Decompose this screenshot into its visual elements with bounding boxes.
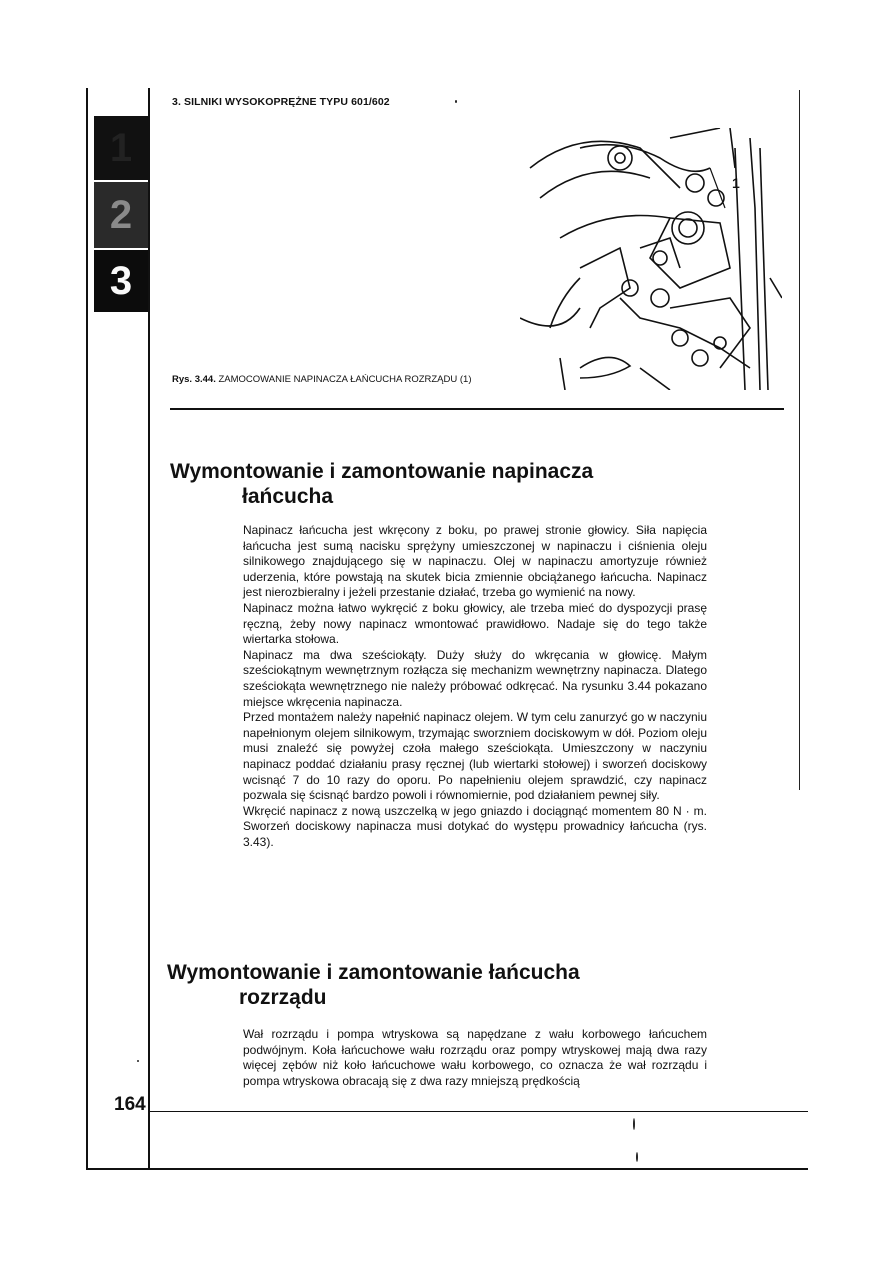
paragraph: Przed montażem należy napełnić napinacz olejem. W tym celu zanurzyć go w naczyniu napełnionym olejem silnikowym, trzymając sworzniem dociskowym w dół. Poziom oleju musi znaleźć się powyżej czoła małego sześciokąta. Umieszczony w naczyniu napinacz poddać działaniu prasy ręcznej (lub wiertarki stołowej) i sworzeń dociskowy wcisnąć 7 do 10 razy do oporu. Po napełnieniu olejem sprawdzić, czy napinacz pozwala się ścisnąć bardzo powoli i równomiernie, pod działaniem pewnej siły. xyxy=(243,710,707,803)
paragraph: Napinacz łańcucha jest wkręcony z boku, po prawej stronie głowicy. Siła napięcia łańcucha jest sumą nacisku sprężyny umieszczonej w napinaczu i ciśnienia oleju silnikowego znajdującego się w napinaczu. Olej w napinaczu amortyzuje również uderzenia, które powstają na skutek bicia zmiennie obciążanego łańcucha. Napinacz jest nierozbieralny i jeżeli przestanie działać, trzeba go wymienić na nowy. xyxy=(243,523,707,600)
section-1-body xyxy=(243,523,707,850)
footer-rule xyxy=(148,1111,808,1112)
chapter-tab-2: 2 xyxy=(94,182,148,248)
section-2-title-line-1: Wymontowanie i zamontowanie łańcucha xyxy=(167,961,580,984)
chapter-tab-1: 1 xyxy=(94,116,148,180)
scan-speck xyxy=(137,1060,139,1062)
figure-caption xyxy=(172,374,472,385)
chapter-tabs xyxy=(94,116,148,314)
paragraph: Napinacz można łatwo wykręcić z boku głowicy, ale trzeba mieć do dyspozycji prasę ręczną, żeby nowy napinacz wmontować prawidłowo. Nadaje się do tego także wiertarka stołowa. xyxy=(243,600,707,647)
section-1-title xyxy=(170,459,593,509)
section-1-title-line-2: łańcucha xyxy=(242,485,334,508)
section-2-title-line-2: rozrządu xyxy=(239,986,327,1009)
page-number: 164 xyxy=(114,1094,146,1115)
right-margin-rule xyxy=(799,90,800,790)
scan-speck xyxy=(455,100,457,103)
figure-caption-text: ZAMOCOWANIE NAPINACZA ŁAŃCUCHA ROZRZĄDU (1) xyxy=(218,374,472,385)
scan-speck xyxy=(636,1152,638,1162)
left-margin-rule xyxy=(86,88,88,1168)
paragraph: Wkręcić napinacz z nową uszczelką w jego gniazdo i dociągnąć momentem 80 N · m. Sworzeń dociskowy napinacza musi dotykać do występu prowadnicy łańcucha (rys. 3.43). xyxy=(243,803,707,849)
engine-tensioner-figure xyxy=(520,128,782,390)
paragraph: Wał rozrządu i pompa wtryskowa są napędzane z wału korbowego łańcuchem podwójnym. Koła łańcuchowe wału rozrządu oraz pompy wtryskowej mają dwa razy więcej zębów niż koło łańcuchowe wału korbowego, co oznacza że wał rozrządu i pompa wtryskowa obracają się z dwa razy mniejszą prędkością xyxy=(243,1027,707,1088)
running-header: 3. SILNIKI WYSOKOPRĘŻNE TYPU 601/602 xyxy=(172,96,390,108)
chapter-tab-3: 3 xyxy=(94,250,148,312)
text-column-rule xyxy=(148,88,150,1168)
scan-speck xyxy=(633,1118,635,1130)
section-1-title-line-1: Wymontowanie i zamontowanie napinacza xyxy=(170,460,594,483)
bottom-rule xyxy=(86,1168,808,1170)
section-2-body xyxy=(243,1027,707,1089)
figure-callout-1: 1 xyxy=(732,175,740,191)
figure-number: Rys. 3.44. xyxy=(172,374,216,385)
paragraph: Napinacz ma dwa sześciokąty. Duży służy do wkręcania w głowicę. Małym sześciokątnym wewnętrznym rozłącza się mechanizm wewnętrzny napinacza. Dlatego sześciokąta wewnętrznego nie należy próbować odkręcać. Na rysunku 3.44 pokazano miejsce wkręcenia napinacza. xyxy=(243,647,707,709)
caption-rule xyxy=(170,408,784,410)
section-2-title xyxy=(167,960,580,1010)
